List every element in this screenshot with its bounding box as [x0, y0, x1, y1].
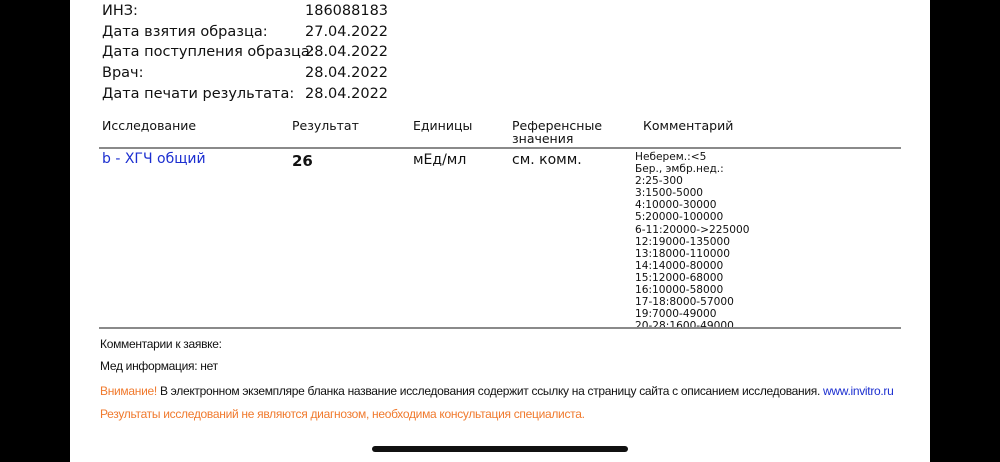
comment-line: 13:18000-110000 — [635, 247, 731, 260]
reference-value: см. комм. — [512, 152, 582, 168]
comment-line: 4:10000-30000 — [635, 199, 717, 212]
home-indicator[interactable] — [372, 446, 628, 452]
info-label: Дата поступления образца: — [102, 44, 315, 61]
comment-line: 12:19000-135000 — [635, 235, 731, 248]
result-value: 26 — [292, 152, 313, 170]
comment-list — [635, 151, 749, 332]
header-units: Единицы — [413, 118, 473, 133]
comment-line: 15:12000-68000 — [635, 271, 724, 284]
comment-line: 19:7000-49000 — [635, 308, 717, 321]
info-value: 27.04.2022 — [305, 23, 389, 40]
comment-line: 2:25-300 — [635, 175, 683, 188]
warning-text: В электронном экземпляре бланка название исследования содержит ссылку на страницу сайта с описанием исследования. — [156, 384, 824, 398]
disclaimer: Результаты исследований не являются диагнозом, необходима консультация специалиста. — [100, 407, 585, 421]
header-reference: Референсные значения — [512, 118, 603, 146]
site-link[interactable]: www.invitro.ru — [823, 384, 894, 398]
info-label: Врач: — [102, 65, 144, 82]
result-document — [70, 0, 930, 462]
info-value: 28.04.2022 — [305, 44, 389, 61]
comment-line: 14:14000-80000 — [635, 259, 724, 272]
info-label: ИНЗ: — [102, 3, 138, 19]
divider — [99, 147, 901, 149]
comment-line: 16:10000-58000 — [635, 284, 724, 297]
comment-line: 17-18:8000-57000 — [635, 296, 734, 309]
info-value: 28.04.2022 — [305, 65, 389, 82]
comment-line: Неберем.:<5 — [635, 151, 707, 163]
header-test: Исследование — [102, 118, 197, 133]
info-value: 28.04.2022 — [305, 85, 389, 102]
header-result: Результат — [292, 118, 359, 133]
units-value: мЕд/мл — [413, 152, 467, 168]
comment-line: 6-11:20000->225000 — [635, 223, 750, 236]
order-comments: Комментарии к заявке: — [100, 337, 222, 351]
info-label: Дата печати результата: — [102, 85, 295, 102]
info-value: 186088183 — [305, 3, 389, 19]
med-info: Мед информация: нет — [100, 359, 218, 373]
warning-label: Внимание! — [100, 384, 157, 398]
header-comment: Комментарий — [643, 118, 734, 133]
test-link[interactable]: b - ХГЧ общий — [102, 151, 206, 167]
comment-line: 5:20000-100000 — [635, 211, 724, 224]
warning-line — [100, 384, 894, 398]
comment-line: 3:1500-5000 — [635, 187, 704, 200]
comment-line: Бер., эмбр.нед.: — [635, 163, 724, 176]
divider — [99, 327, 901, 329]
info-label: Дата взятия образца: — [102, 23, 268, 40]
